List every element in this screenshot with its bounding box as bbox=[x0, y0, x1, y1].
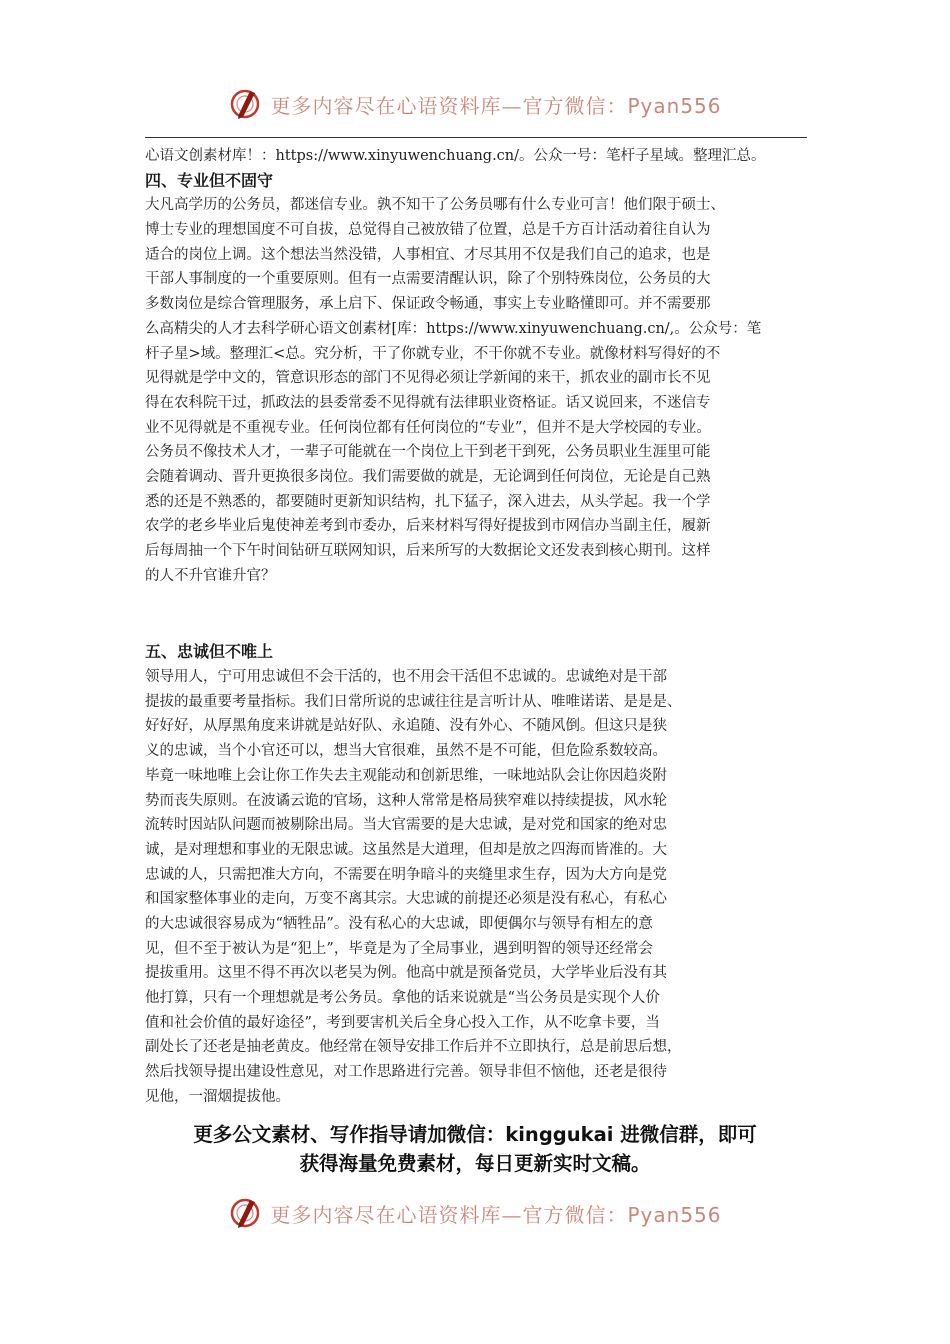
paragraph-line: 公务员不像技术人才，一辈子可能就在一个岗位上干到老干到死，公务员职业生涯里可能 bbox=[145, 444, 711, 461]
header-rule bbox=[145, 137, 807, 138]
paragraph-line: 的大忠诚很容易成为“牺牲品”。没有私心的大忠诚，即便偶尔与领导有相左的意 bbox=[145, 915, 653, 932]
paragraph-line: 悉的还是不熟悉的，都要随时更新知识结构，扎下猛子，深入进去，从头学起。我一个学 bbox=[145, 493, 711, 510]
paragraph-line: 见，但不至于被认为是“犯上”，毕竟是为了全局事业，遇到明智的领导还经常会 bbox=[145, 940, 653, 957]
section-5-heading: 五、忠诚但不唯上 bbox=[145, 642, 274, 662]
paragraph-line: 毕竟一味地唯上会让你工作失去主观能动和创新思维，一味地站队会让你因趋炎附 bbox=[145, 767, 667, 784]
section-5-body bbox=[145, 665, 807, 1109]
paragraph-line: 后每周抽一个下午时间钻研互联网知识，后来所写的大数据论文还发表到核心期刊。这样 bbox=[145, 543, 711, 559]
paragraph-line: 他打算，只有一个理想就是考公务员。拿他的话来说就是“当公务员是实现个人价 bbox=[145, 990, 660, 1006]
banner-text-cn: 更多内容尽在心语资料库—官方微信： bbox=[270, 1202, 628, 1227]
promo-line-2: 获得海量免费素材，每日更新实时文稿。 bbox=[299, 1152, 651, 1175]
paragraph-line: 大凡高学历的公务员，都迷信专业。孰不知干了公务员哪有什么专业可言！他们限于硕士、 bbox=[145, 197, 725, 214]
paragraph-line: 义的忠诚，当个小官还可以，想当大官很难，虽然不是不可能，但危险系数较高。 bbox=[145, 743, 667, 760]
paragraph-line: 干部人事制度的一个重要原则。但有一点需要清醒认识，除了个别特殊岗位，公务员的大 bbox=[145, 271, 711, 288]
paragraph-line: 的人不升官谁升官？ bbox=[145, 567, 276, 584]
paragraph-line: 值和社会价值的最好途径”，考到要害机关后全身心投入工作，从不吃拿卡要，当 bbox=[145, 1014, 660, 1031]
paragraph-line: 流转时因站队问题而被剔除出局。当大官需要的是大忠诚，是对党和国家的绝对忠 bbox=[145, 817, 667, 834]
document-body bbox=[145, 144, 807, 1109]
banner-wechat-id: Pyan556 bbox=[627, 93, 722, 118]
section-gap bbox=[145, 588, 807, 640]
paragraph-line: 适合的岗位上调。这个想法当然没错，人事相宜、才尽其用不仅是我们自己的追求，也是 bbox=[145, 246, 711, 263]
promo-notice bbox=[0, 1120, 950, 1178]
banner-wechat-id: Pyan556 bbox=[627, 1202, 722, 1227]
paragraph-line: 得在农科院干过，抓政法的县委常委不见得就有法律职业资格证。话又说回来，不迷信专 bbox=[145, 394, 711, 411]
paragraph-line: 忠诚的人，只需把准大方向，不需要在明争暗斗的夹缝里求生存，因为大方向是党 bbox=[145, 866, 667, 883]
paragraph-line: 副处长了还老是抽老黄皮。他经常在领导安排工作后并不立即执行，总是前思后想， bbox=[145, 1039, 682, 1056]
paragraph-line: 博士专业的理想国度不可自拔，总觉得自己被放错了位置，总是千方百计活动着往自认为 bbox=[145, 222, 711, 239]
paragraph-line: 好好好，从厚黑角度来讲就是站好队、永追随、没有外心、不随风倒。但这只是狭 bbox=[145, 718, 667, 735]
paragraph-line: 然后找领导提出建设性意见，对工作思路进行完善。领导非但不恼他，还老是很待 bbox=[145, 1064, 667, 1081]
paragraph-line: 提拔重用。这里不得不再次以老吴为例。他高中就是预备党员，大学毕业后没有其 bbox=[145, 965, 667, 982]
promo-line-1: 更多公文素材、写作指导请加微信：kinggukai 进微信群，即可 bbox=[193, 1123, 757, 1146]
banner-text-cn: 更多内容尽在心语资料库—官方微信： bbox=[270, 93, 628, 118]
paragraph-line: 领导用人，宁可用忠诚但不会干活的，也不用会干活但不忠诚的。忠诚绝对是干部 bbox=[145, 669, 667, 686]
section-4-heading: 四、专业但不固守 bbox=[145, 170, 274, 190]
banner-text bbox=[270, 1199, 721, 1228]
paragraph-line: 见得就是学中文的，管意识形态的部门不见得必须让学新闻的来干，抓农业的副市长不见 bbox=[145, 370, 711, 387]
section-4-body bbox=[145, 193, 807, 588]
pen-circle-logo-icon bbox=[228, 87, 262, 121]
paragraph-line: 提拔的最重要考量指标。我们日常所说的忠诚往往是言听计从、唯唯诺诺、是是是、 bbox=[145, 693, 682, 710]
footer-banner bbox=[0, 1193, 950, 1233]
paragraph-line: 么高精尖的人才去科学研心语文创素材[库：https://www.xinyuwenchuang.cn/,。公众号：笔 bbox=[145, 320, 762, 337]
paragraph-line: 诚，是对理想和事业的无限忠诚。这虽然是大道理，但却是放之四海而皆准的。大 bbox=[145, 841, 667, 858]
paragraph-line: 势而丧失原则。在波谲云诡的官场，这种人常常是格局狭窄难以持续提拔，风水轮 bbox=[145, 792, 667, 809]
paragraph-line: 农学的老乡毕业后鬼使神差考到市委办，后来材料写得好提拔到市网信办当副主任，履新 bbox=[145, 518, 711, 535]
intro-line: 心语文创素材库！：https://www.xinyuwenchuang.cn/。公众一号：笔杆子星域。整理汇总。 bbox=[145, 148, 766, 164]
paragraph-line: 和国家整体事业的走向，万变不离其宗。大忠诚的前提还必须是没有私心，有私心 bbox=[145, 891, 667, 908]
paragraph-line: 见他，一溜烟提拔他。 bbox=[145, 1088, 290, 1105]
paragraph-line: 业不见得就是不重视专业。任何岗位都有任何岗位的“专业”，但并不是大学校园的专业。 bbox=[145, 419, 711, 436]
banner-text bbox=[270, 90, 721, 119]
paragraph-line: 多数岗位是综合管理服务，承上启下、保证政令畅通，事实上专业略懂即可。并不需要那 bbox=[145, 296, 711, 313]
pen-circle-logo-icon bbox=[228, 1196, 262, 1230]
paragraph-line: 杆子星>域。整理汇<总。究分析，干了你就专业，不干你就不专业。就像材料写得好的不 bbox=[145, 345, 721, 362]
paragraph-line: 会随着调动、晋升更换很多岗位。我们需要做的就是，无论调到任何岗位，无论是自己熟 bbox=[145, 468, 711, 485]
header-banner bbox=[0, 84, 950, 124]
